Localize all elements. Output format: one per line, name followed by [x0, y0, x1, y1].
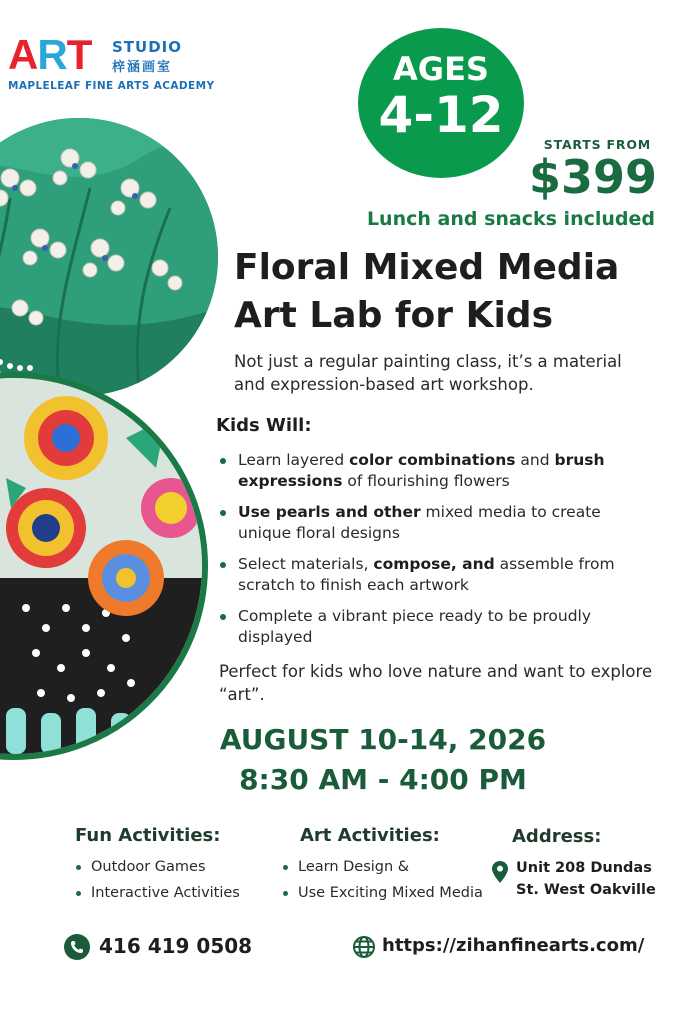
- phone-icon: [64, 934, 90, 964]
- schedule: [218, 720, 548, 800]
- logo-letter-r: R: [37, 31, 67, 78]
- phone-number[interactable]: 416 419 0508: [99, 934, 253, 958]
- ages-range: 4-12: [378, 86, 504, 144]
- ages-badge: [358, 28, 524, 178]
- item-text: Complete a vibrant piece ready to be proudly displayed: [238, 607, 592, 646]
- address-line-1: Unit 208 Dundas: [516, 860, 652, 876]
- art-activities-list: [282, 854, 483, 906]
- intro-text: Not just a regular painting class, it’s a material and expression-based art workshop.: [234, 352, 622, 394]
- logo-letter-t: T: [66, 31, 92, 78]
- item-emphasis: Use pearls and other: [238, 503, 421, 521]
- item-text: mixed media to create unique floral designs: [238, 503, 601, 542]
- lunch-note: Lunch and snacks included: [366, 208, 655, 230]
- item-text: assemble from scratch to finish each artwork: [238, 555, 615, 594]
- item-emphasis: compose, and: [373, 555, 495, 573]
- logo-academy-name: MAPLELEAF FINE ARTS ACADEMY: [8, 80, 215, 92]
- website-link[interactable]: https://zihanfinearts.com/: [382, 935, 645, 956]
- item-emphasis: brush expressions: [238, 451, 605, 490]
- title-line-2: Art Lab for Kids: [234, 295, 554, 336]
- schedule-time: 8:30 AM - 4:00 PM: [239, 763, 527, 796]
- title-line-1: Floral Mixed Media: [234, 247, 620, 288]
- address-heading: Address:: [512, 826, 602, 847]
- schedule-date: AUGUST 10-14, 2026: [219, 723, 547, 756]
- logo-chinese-name: 梓涵画室: [112, 60, 173, 75]
- item-text: Learn layered: [238, 451, 350, 469]
- globe-icon: [352, 935, 376, 963]
- location-pin-icon: [492, 861, 508, 887]
- price: $399: [528, 150, 657, 204]
- list-item: [218, 450, 638, 492]
- art-activities: [282, 825, 483, 906]
- list-item: Learn Design &: [282, 854, 483, 880]
- item-text: and: [515, 451, 555, 469]
- item-text: of flourishing flowers: [342, 472, 510, 490]
- address-block: [490, 826, 670, 901]
- fun-activities-heading: Fun Activities:: [75, 825, 221, 846]
- starts-from-label: STARTS FROM: [543, 137, 651, 152]
- kids-will-list: [218, 450, 638, 658]
- item-emphasis: color combinations: [349, 451, 516, 469]
- list-item: [218, 554, 638, 596]
- fun-activities: [75, 825, 240, 906]
- bright-flower-artwork: [0, 372, 208, 760]
- list-item: Use Exciting Mixed Media: [282, 880, 483, 906]
- pearl-flower-artwork: [0, 118, 218, 396]
- address-line-2: St. West Oakville: [516, 882, 656, 898]
- kids-will-heading: Kids Will:: [216, 415, 312, 436]
- fun-activities-list: [75, 854, 240, 906]
- art-activities-heading: Art Activities:: [300, 825, 440, 846]
- page-title: [234, 244, 654, 340]
- item-text: Select materials,: [238, 555, 374, 573]
- list-item: [218, 606, 638, 648]
- list-item: Interactive Activities: [75, 880, 240, 906]
- logo-wordmark: [8, 31, 92, 78]
- logo-studio: STUDIO: [112, 38, 182, 56]
- ages-label: AGES: [393, 50, 489, 88]
- audience-text: Perfect for kids who love nature and want to explore “art”.: [219, 662, 653, 704]
- list-item: [218, 502, 638, 544]
- logo-letter-a: A: [8, 31, 38, 78]
- list-item: Outdoor Games: [75, 854, 240, 880]
